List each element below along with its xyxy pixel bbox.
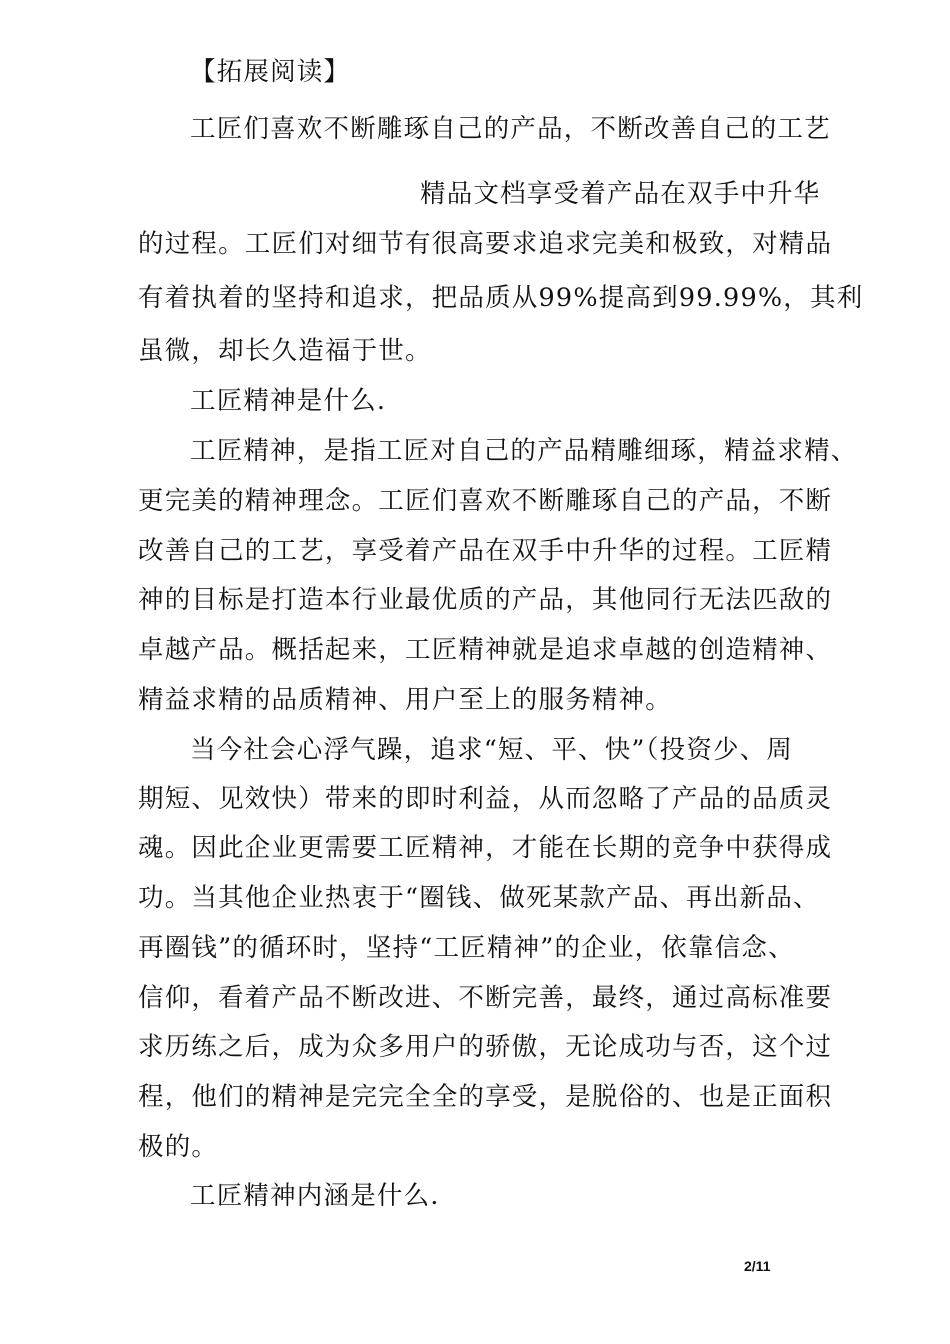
paragraph-line: 更完美的精神理念。工匠们喜欢不断雕琢自己的产品，不断 — [138, 486, 833, 516]
section-heading: 工匠精神内涵是什么. — [190, 1181, 440, 1211]
paragraph-line: 工匠精神，是指工匠对自己的产品精雕细琢，精益求精、 — [190, 436, 858, 466]
section-heading: 工匠精神是什么. — [190, 386, 387, 416]
paragraph-line: 功。当其他企业热衷于“圈钱、做死某款产品、再出新品、 — [138, 883, 820, 913]
paragraph-line: 魂。因此企业更需要工匠精神，才能在长期的竞争中获得成 — [138, 833, 833, 863]
paragraph-line: 再圈钱”的循环时，坚持“工匠精神”的企业，依靠信念、 — [138, 933, 795, 963]
paragraph-line: 虽微，却长久造福于世。 — [138, 336, 432, 366]
paragraph-line: 极的。 — [138, 1132, 219, 1162]
paragraph-line: 精益求精的品质精神、用户至上的服务精神。 — [138, 685, 673, 715]
paragraph-line: 期短、见效快）带来的即时利益，从而忽略了产品的品质灵 — [138, 784, 833, 814]
paragraph-line: 求历练之后，成为众多用户的骄傲，无论成功与否，这个过 — [138, 1032, 833, 1062]
paragraph-line: 有着执着的坚持和追求，把品质从99%提高到99.99%，其利 — [138, 283, 864, 313]
paragraph-line: 当今社会心浮气躁，追求“短、平、快”（投资少、周 — [190, 735, 794, 765]
section-heading: 【拓展阅读】 — [190, 57, 351, 87]
paragraph-line: 的过程。工匠们对细节有很高要求追求完美和极致，对精品 — [138, 229, 833, 259]
paragraph-line: 工匠们喜欢不断雕琢自己的产品，不断改善自己的工艺 — [190, 114, 831, 144]
paragraph-line: 信仰，看着产品不断改进、不断完善，最终，通过高标准要 — [138, 983, 833, 1013]
paragraph-line: 卓越产品。概括起来，工匠精神就是追求卓越的创造精神、 — [138, 635, 833, 665]
paragraph-line: 程，他们的精神是完完全全的享受，是脱俗的、也是正面积 — [138, 1082, 833, 1112]
paragraph-line: 精品文档享受着产品在双手中升华 — [420, 179, 821, 209]
paragraph-line: 改善自己的工艺，享受着产品在双手中升华的过程。工匠精 — [138, 536, 833, 566]
page-number: 2/11 — [744, 1258, 771, 1274]
paragraph-line: 神的目标是打造本行业最优质的产品，其他同行无法匹敌的 — [138, 585, 833, 615]
